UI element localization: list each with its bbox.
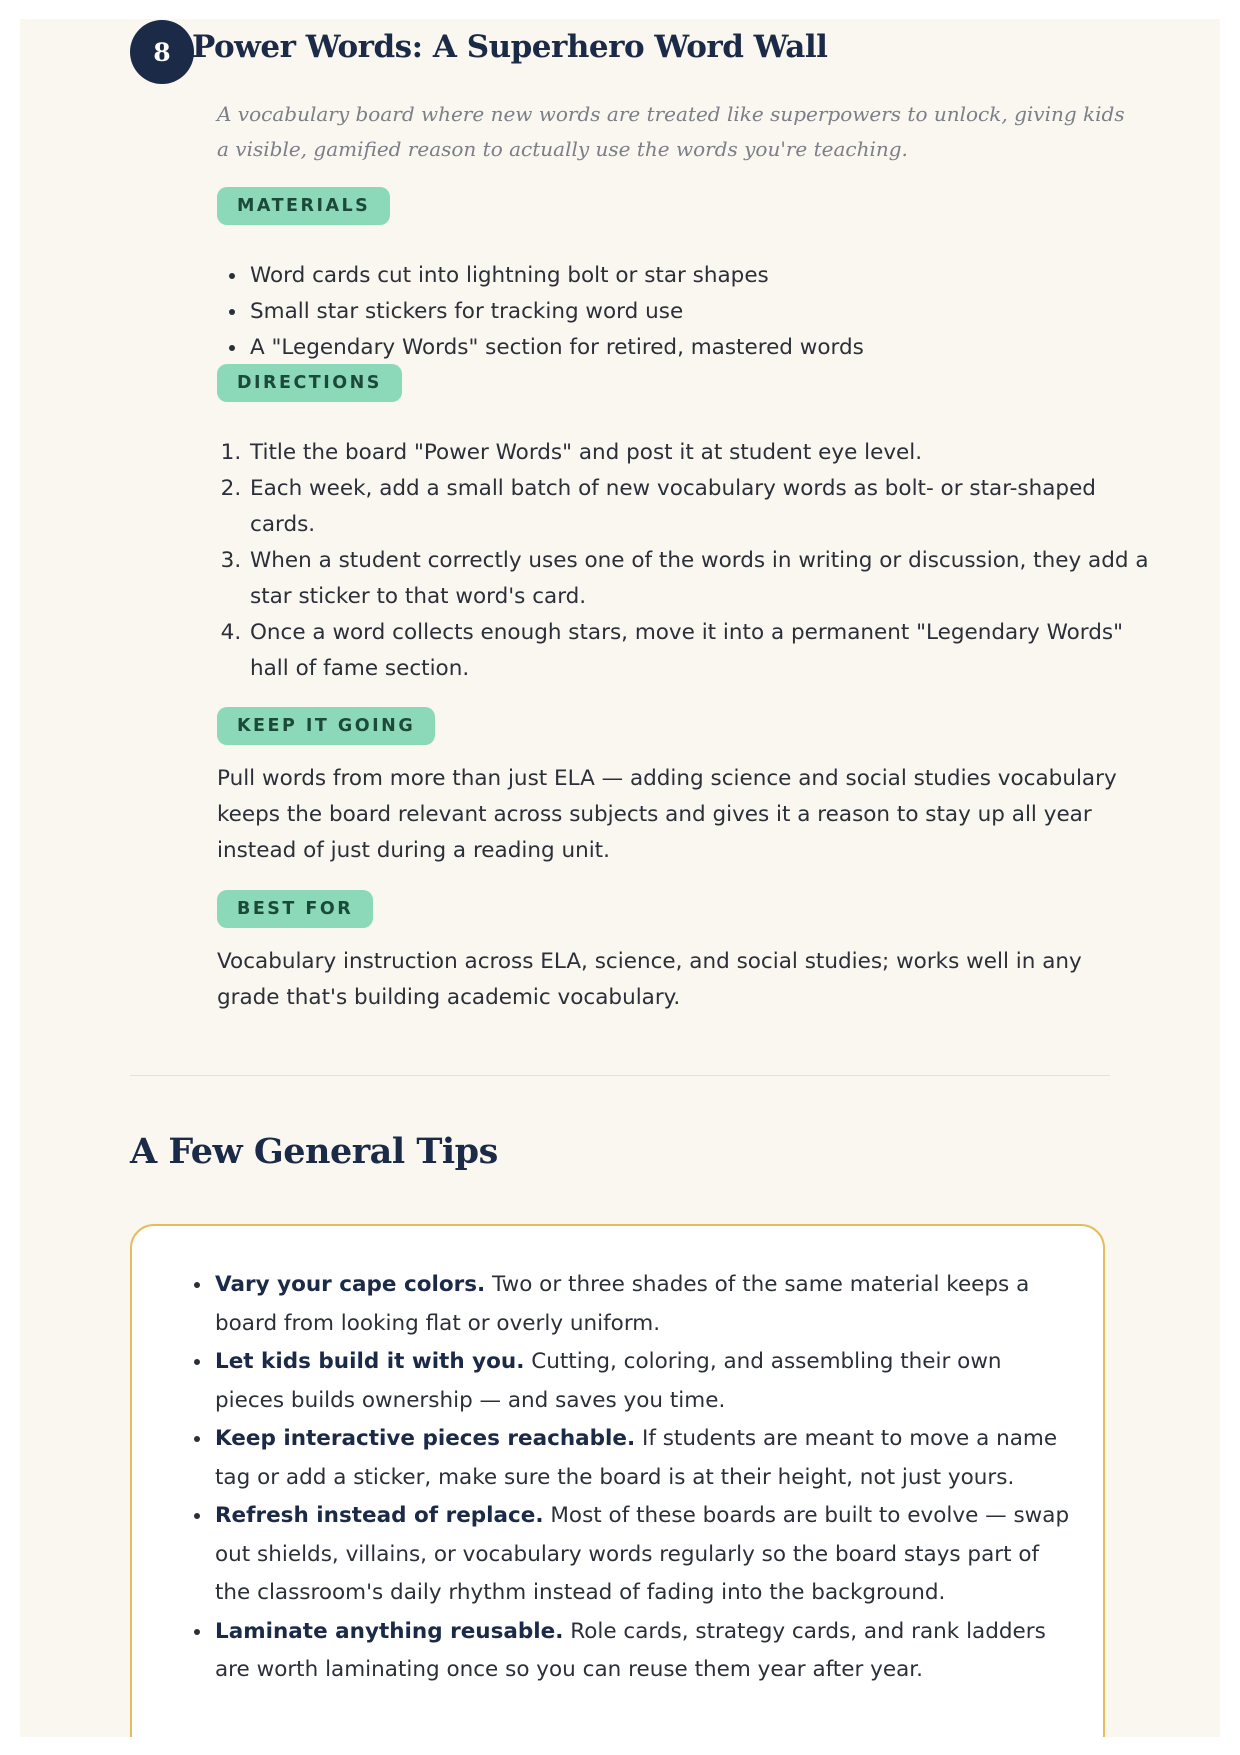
tips-box <box>130 1224 1105 1737</box>
materials-item: • A "Legendary Words" section for retired, mastered words <box>248 330 1148 366</box>
tip-item <box>213 1420 1073 1497</box>
directions-step: 4. Once a word collects enough stars, move it into a permanent "Legendary Words" hall of fame section. <box>248 615 1158 687</box>
keep-it-going-text: Pull words from more than just ELA — adding science and social studies vocabulary keeps the board relevant across subjects and gives it a reason to stay up all year instead of just during a reading unit. <box>217 766 1117 863</box>
directions-step: 3. When a student correctly uses one of the words in writing or discussion, they add a star sticker to that word's card. <box>248 543 1158 615</box>
tip-lead: Refresh instead of replace. <box>215 1503 544 1528</box>
tips-list <box>189 1266 1073 1690</box>
section-number-badge: 8 <box>130 20 194 84</box>
tip-lead: Laminate anything reusable. <box>215 1618 564 1644</box>
section-title: Power Words: A Superhero Word Wall <box>192 29 828 65</box>
tip-text: Two or three shades of the same material keeps a board from looking flat or overly uniform. <box>215 1272 1030 1336</box>
directions-label: DIRECTIONS <box>217 364 402 402</box>
tips-heading: A Few General Tips <box>130 1131 498 1172</box>
tip-lead: Vary your cape colors. <box>215 1272 486 1297</box>
tip-text: Cutting, coloring, and assembling their own pieces builds ownership — and saves you time. <box>215 1349 1002 1413</box>
tip-item <box>213 1613 1073 1690</box>
tip-lead: Keep interactive pieces reachable. <box>215 1426 636 1451</box>
tip-text: Most of these boards are built to evolve — swap out shields, villains, or vocabulary words regularly so the board stays part of the classroom's daily rhythm instead of fading into the background. <box>215 1503 1070 1605</box>
tip-item <box>213 1343 1073 1420</box>
directions-step: 1. Title the board "Power Words" and post it at student eye level. <box>248 435 1158 471</box>
tip-lead: Let kids build it with you. <box>215 1349 525 1374</box>
tip-item <box>213 1497 1073 1613</box>
directions-step: 2. Each week, add a small batch of new vocabulary words as bolt- or star-shaped cards. <box>248 471 1158 543</box>
tip-text: If students are meant to move a name tag or add a sticker, make sure the board is at their height, not just yours. <box>215 1426 1058 1490</box>
best-for-label: BEST FOR <box>217 890 373 928</box>
keep-it-going-label: KEEP IT GOING <box>217 707 435 745</box>
directions-list <box>217 435 1158 687</box>
section-intro: A vocabulary board where new words are treated like superpowers to unlock, giving kids a visible, gamified reason to actually use the words you're teaching. <box>217 102 1125 161</box>
tip-item <box>213 1266 1073 1343</box>
document-page <box>20 19 1220 1737</box>
tip-text: Role cards, strategy cards, and rank ladders are worth laminating once so you can reuse them year after year. <box>215 1618 1046 1682</box>
materials-item: • Word cards cut into lightning bolt or star shapes <box>248 258 1148 294</box>
materials-item: • Small star stickers for tracking word use <box>248 294 1148 330</box>
materials-label: MATERIALS <box>217 187 390 225</box>
materials-list <box>217 258 1148 366</box>
section-divider <box>130 1075 1110 1076</box>
best-for-text: Vocabulary instruction across ELA, science, and social studies; works well in any grade that's building academic vocabulary. <box>217 949 1082 1010</box>
